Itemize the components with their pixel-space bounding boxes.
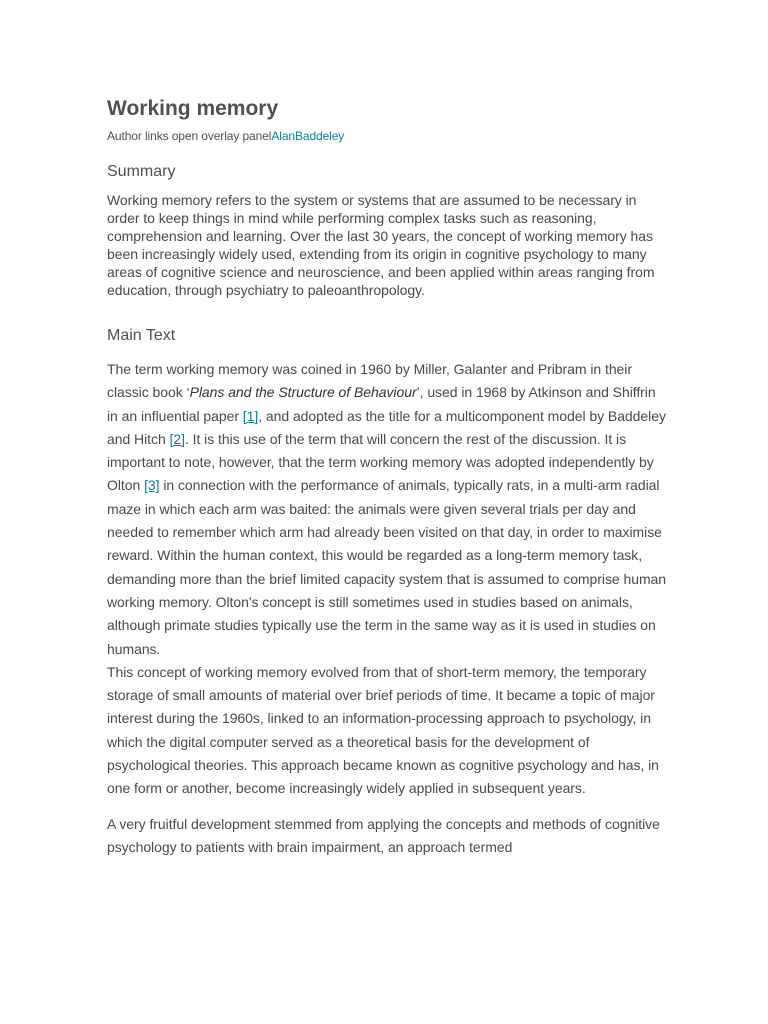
p1-text-2: ’, used in 1968 by Atkinson and Shiffrin in an influential paper: [107, 384, 656, 424]
reference-link-3[interactable]: [3]: [144, 477, 160, 494]
p1-text-1: The term working memory was coined in 1960 by Miller, Galanter and Pribram in their classic book ‘: [107, 361, 632, 401]
article-title: Working memory: [107, 97, 279, 120]
book-title: Plans and the Structure of Behaviour: [189, 384, 417, 401]
p1-text-5: in connection with the performance of animals, typically rats, in a multi-arm radial maze in which each arm was baited: the animals were given several trials per day and needed to remember which arm had already been visited on that day, in order to maximise reward. Within the human context, this would be regarded as a long-term memory task, demanding more than the brief limited capacity system that is assumed to comprise human working memory. Olton's concept is still sometimes used in studies based on animals, although primate studies typically use the term in the same way as it is used in studies on humans.: [107, 477, 667, 657]
article-body: [107, 96, 667, 859]
main-text-heading: Main Text: [107, 327, 176, 344]
author-link[interactable]: AlanBaddeley: [271, 129, 345, 143]
author-prefix: Author links open overlay panel: [107, 129, 272, 143]
reference-link-1[interactable]: [1]: [242, 407, 259, 424]
main-paragraph-2: This concept of working memory evolved from that of short-term memory, the temporary storage of small amounts of material over brief periods of time. It became a topic of major interest during the 1960s, linked to an information-processing approach to psychology, in which the digital computer served as a theoretical basis for the development of psychological theories. This approach became known as cognitive psychology and has, in one form or another, become increasingly widely applied in subsequent years.: [107, 663, 659, 797]
p1-text-4: . It is this use of the term that will concern the rest of the discussion. It is important to note, however, that the term working memory was adopted independently by Olton: [107, 430, 654, 494]
summary-heading: Summary: [107, 163, 176, 180]
summary-paragraph: Working memory refers to the system or systems that are assumed to be necessary in order to keep things in mind while performing complex tasks such as reasoning, comprehension and learning. Over the last 30 years, the concept of working memory has been increasingly widely used, extending from its origin in cognitive psychology to many areas of cognitive science and neuroscience, and been applied within areas ranging from education, through psychiatry to paleoanthropology.: [107, 192, 655, 298]
author-line: [107, 129, 667, 144]
main-paragraph-3: A very fruitful development stemmed from applying the concepts and methods of cognitive psychology to patients with brain impairment, an approach termed: [107, 815, 660, 855]
p1-text-3: , and adopted as the title for a multicomponent model by Baddeley and Hitch: [107, 407, 666, 447]
reference-link-2[interactable]: [2]: [169, 430, 185, 447]
main-paragraph-1: [107, 358, 667, 661]
